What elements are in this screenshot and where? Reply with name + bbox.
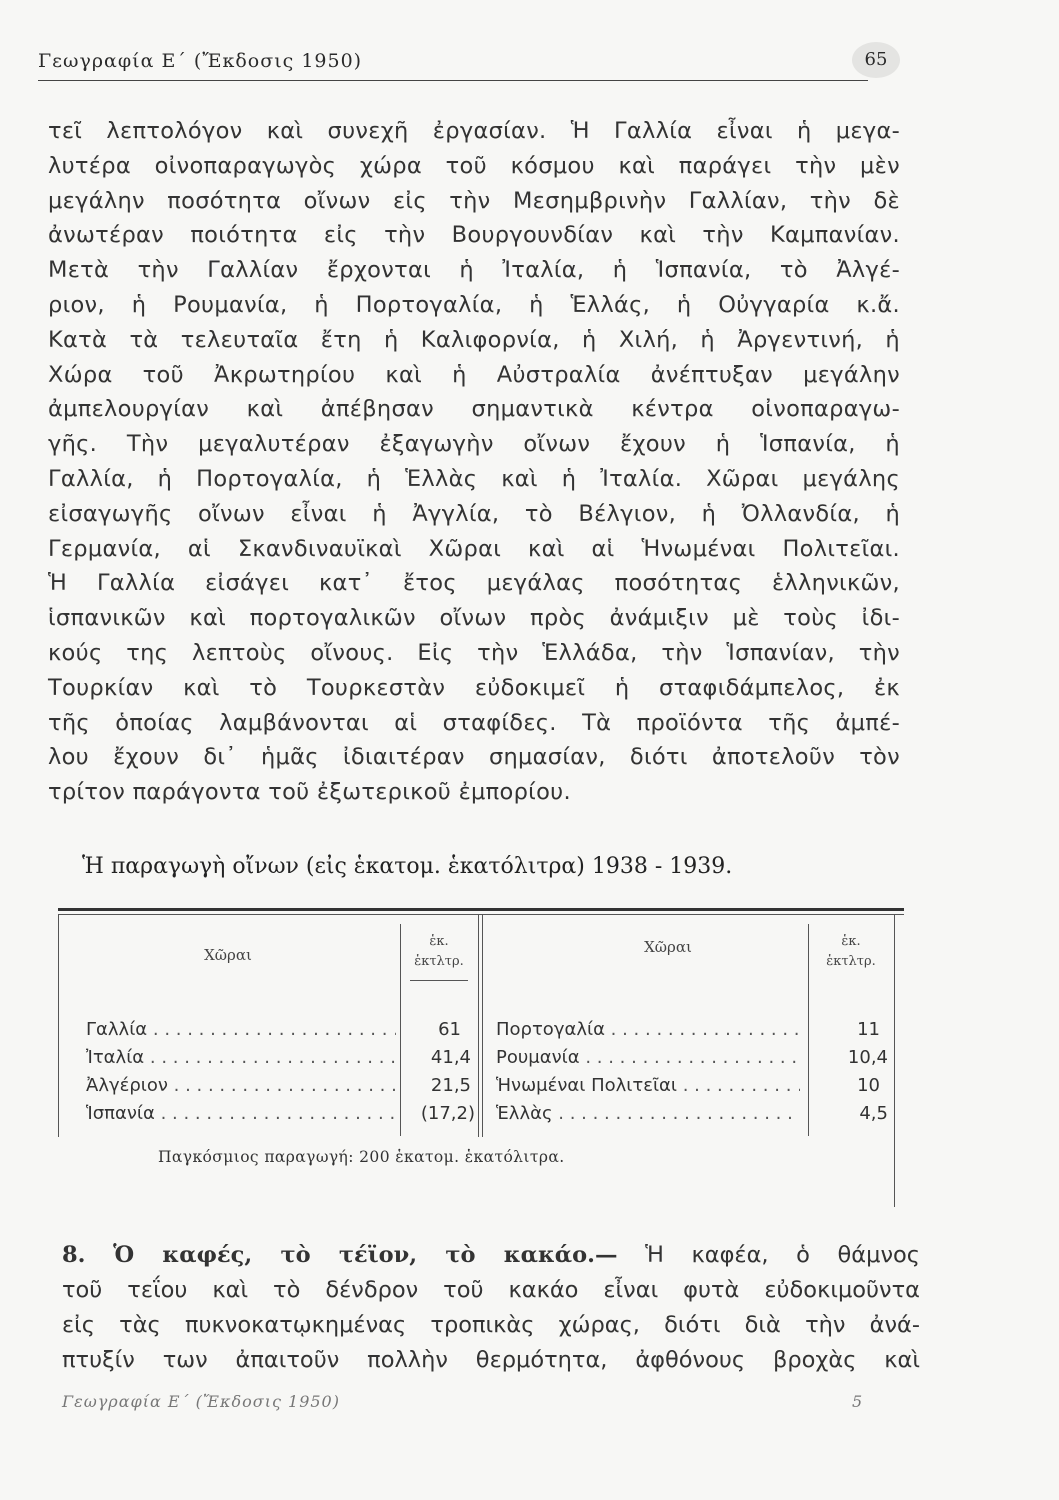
signature-mark: 5 xyxy=(852,1392,864,1411)
text-line: Ἡ Γαλλία εἰσάγει κατ᾽ ἔτος μεγάλας ποσότητας ἑλληνικῶν, xyxy=(48,570,900,597)
production-value: 61 xyxy=(438,1019,461,1040)
column-header-unit xyxy=(809,932,893,972)
country-name: Γαλλία . . . xyxy=(86,1016,396,1044)
text-line: τοῦ τεΐου καὶ τὸ δένδρον τοῦ κακάο εἶναι φυτὰ εὐδοκιμοῦντα xyxy=(62,1277,920,1303)
country-name: Ρουμανία . . . xyxy=(496,1044,800,1072)
text-line: τρίτον παράγοντα τοῦ ἐξωτερικοῦ ἐμπορίου. xyxy=(48,779,571,806)
text-line: πτυξίν των ἀπαιτοῦν πολλὴν θερμότητα, ἀφθόνους βροχὰς καὶ xyxy=(62,1347,920,1373)
production-value: 21,5 xyxy=(430,1075,471,1096)
column-header-countries: Χῶραι xyxy=(204,946,252,964)
table-row xyxy=(58,1072,894,1100)
unit-line: ἑκτλτρ. xyxy=(826,954,876,969)
production-value: 10 xyxy=(857,1075,880,1096)
production-value: 41,4 xyxy=(430,1047,471,1068)
section-first-line-text: Ἡ καφέα, ὁ θάμνος xyxy=(645,1242,920,1268)
text-line: ριον, ἡ Ρουμανία, ἡ Πορτογαλία, ἡ Ἑλλάς, ἡ Οὐγγαρία κ.ἄ. xyxy=(48,291,900,318)
page-footer xyxy=(62,1392,882,1411)
body-paragraph xyxy=(48,114,900,810)
text-line: ἀμπελουργίαν καὶ ἀπέβησαν σημαντικὰ κέντρα οἰνοπαραγω- xyxy=(48,396,900,423)
table-top-rule xyxy=(58,908,904,911)
text-line: λυτέρα οἰνοπαραγωγὸς χώρα τοῦ κόσμου καὶ παράγει τὴν μὲν xyxy=(48,152,900,179)
table-row xyxy=(58,1016,894,1044)
unit-line: ἑκ. xyxy=(841,934,861,949)
production-value: (17,2) xyxy=(420,1103,475,1124)
text-line: ἀνωτέραν ποιότητα εἰς τὴν Βουργουνδίαν καὶ τὴν Καμπανίαν. xyxy=(48,222,900,249)
country-name: Ἱσπανία . . . xyxy=(86,1100,396,1128)
country-name: Ἀλγέριον . . . xyxy=(86,1072,396,1100)
page-number: 65 xyxy=(852,42,900,78)
text-line: Χώρα τοῦ Ἀκρωτηρίου καὶ ἡ Αὐστραλία ἀνέπτυξαν μεγάλην xyxy=(48,361,900,388)
table-footnote: Παγκόσμιος παραγωγή: 200 ἑκατομ. ἑκατόλιτρα. xyxy=(158,1148,565,1166)
text-line: εἰσαγωγῆς οἴνων εἶναι ἡ Ἀγγλία, τὸ Βέλγιον, ἡ Ὀλλανδία, ἡ xyxy=(48,500,900,527)
header-title: Γεωγραφία Ε΄ (Ἔκδοσις 1950) xyxy=(38,50,363,72)
column-header-unit xyxy=(401,932,477,972)
table-border-right xyxy=(894,915,895,1207)
section-title: Ὁ καφές, τὸ τέϊον, τὸ κακάο.— xyxy=(113,1242,618,1268)
page-header xyxy=(38,44,868,81)
footer-title: Γεωγραφία Ε΄ (Ἔκδοσις 1950) xyxy=(62,1392,340,1411)
text-line: τῆς ὁποίας λαμβάνονται αἱ σταφίδες. Τὰ προϊόντα τῆς ἀμπέ- xyxy=(48,709,900,736)
production-value: 10,4 xyxy=(847,1047,888,1068)
production-value: 11 xyxy=(857,1019,880,1040)
unit-line: ἑκ. xyxy=(429,934,449,949)
text-line: Τουρκίαν καὶ τὸ Τουρκεστὰν εὐδοκιμεῖ ἡ σταφιδάμπελος, ἐκ xyxy=(48,674,900,701)
text-line: λου ἔχουν δι᾽ ἡμᾶς ἰδιαιτέραν σημασίαν, διότι ἀποτελοῦν τὸν xyxy=(48,744,900,771)
unit-line: ἑκτλτρ. xyxy=(414,954,464,969)
section-paragraph xyxy=(62,1238,920,1378)
text-line: Μετὰ τὴν Γαλλίαν ἔρχονται ἡ Ἰταλία, ἡ Ἱσπανία, τὸ Ἀλγέ- xyxy=(48,257,900,284)
country-name: Πορτογαλία . . . xyxy=(496,1016,800,1044)
text-line: τεῖ λεπτολόγον καὶ συνεχῆ ἐργασίαν. Ἡ Γαλλία εἶναι ἡ μεγα- xyxy=(48,118,900,144)
text-line: κούς της λεπτοὺς οἴνους. Εἰς τὴν Ἑλλάδα, τὴν Ἱσπανίαν, τὴν xyxy=(48,639,900,666)
production-value: 4,5 xyxy=(859,1103,888,1124)
column-header-countries: Χῶραι xyxy=(644,938,692,956)
table-row xyxy=(58,1100,894,1128)
text-line: εἰς τὰς πυκνοκατῳκημένας τροπικὰς χώρας, διότι διὰ τὴν ἀνά- xyxy=(62,1312,920,1338)
table-title: Ἡ παραγωγὴ οἴνων (εἰς ἑκατομ. ἑκατόλιτρα) 1938 - 1939. xyxy=(82,854,733,879)
text-line: ἱσπανικῶν καὶ πορτογαλικῶν οἴνων πρὸς ἀνάμιξιν μὲ τοὺς ἰδι- xyxy=(48,605,900,632)
text-line: Γαλλία, ἡ Πορτογαλία, ἡ Ἑλλὰς καὶ ἡ Ἰταλία. Χῶραι μεγάλης xyxy=(48,465,900,492)
country-name: Ἑλλὰς . . . xyxy=(496,1100,800,1128)
text-line: Κατὰ τὰ τελευταῖα ἔτη ἡ Καλιφορνία, ἡ Χιλή, ἡ Ἀργεντινή, ἡ xyxy=(48,326,900,353)
table-row xyxy=(58,1044,894,1072)
text-line: Γερμανία, αἱ Σκανδιναυϊκαὶ Χῶραι καὶ αἱ Ἡνωμέναι Πολιτεῖαι. xyxy=(48,535,900,562)
text-line: μεγάλην ποσότητα οἴνων εἰς τὴν Μεσημβρινὴν Γαλλίαν, τὴν δὲ xyxy=(48,187,900,214)
country-name: Ἡνωμέναι Πολιτεῖαι . . . xyxy=(496,1072,800,1100)
header-rule xyxy=(410,980,468,981)
text-line: γῆς. Τὴν μεγαλυτέραν ἐξαγωγὴν οἴνων ἔχουν ἡ Ἱσπανία, ἡ xyxy=(48,431,900,458)
section-number: 8. xyxy=(62,1242,86,1268)
table-top-rule-thin xyxy=(58,914,904,915)
section-first-line xyxy=(62,1238,920,1273)
country-name: Ἰταλία . . . xyxy=(86,1044,396,1072)
